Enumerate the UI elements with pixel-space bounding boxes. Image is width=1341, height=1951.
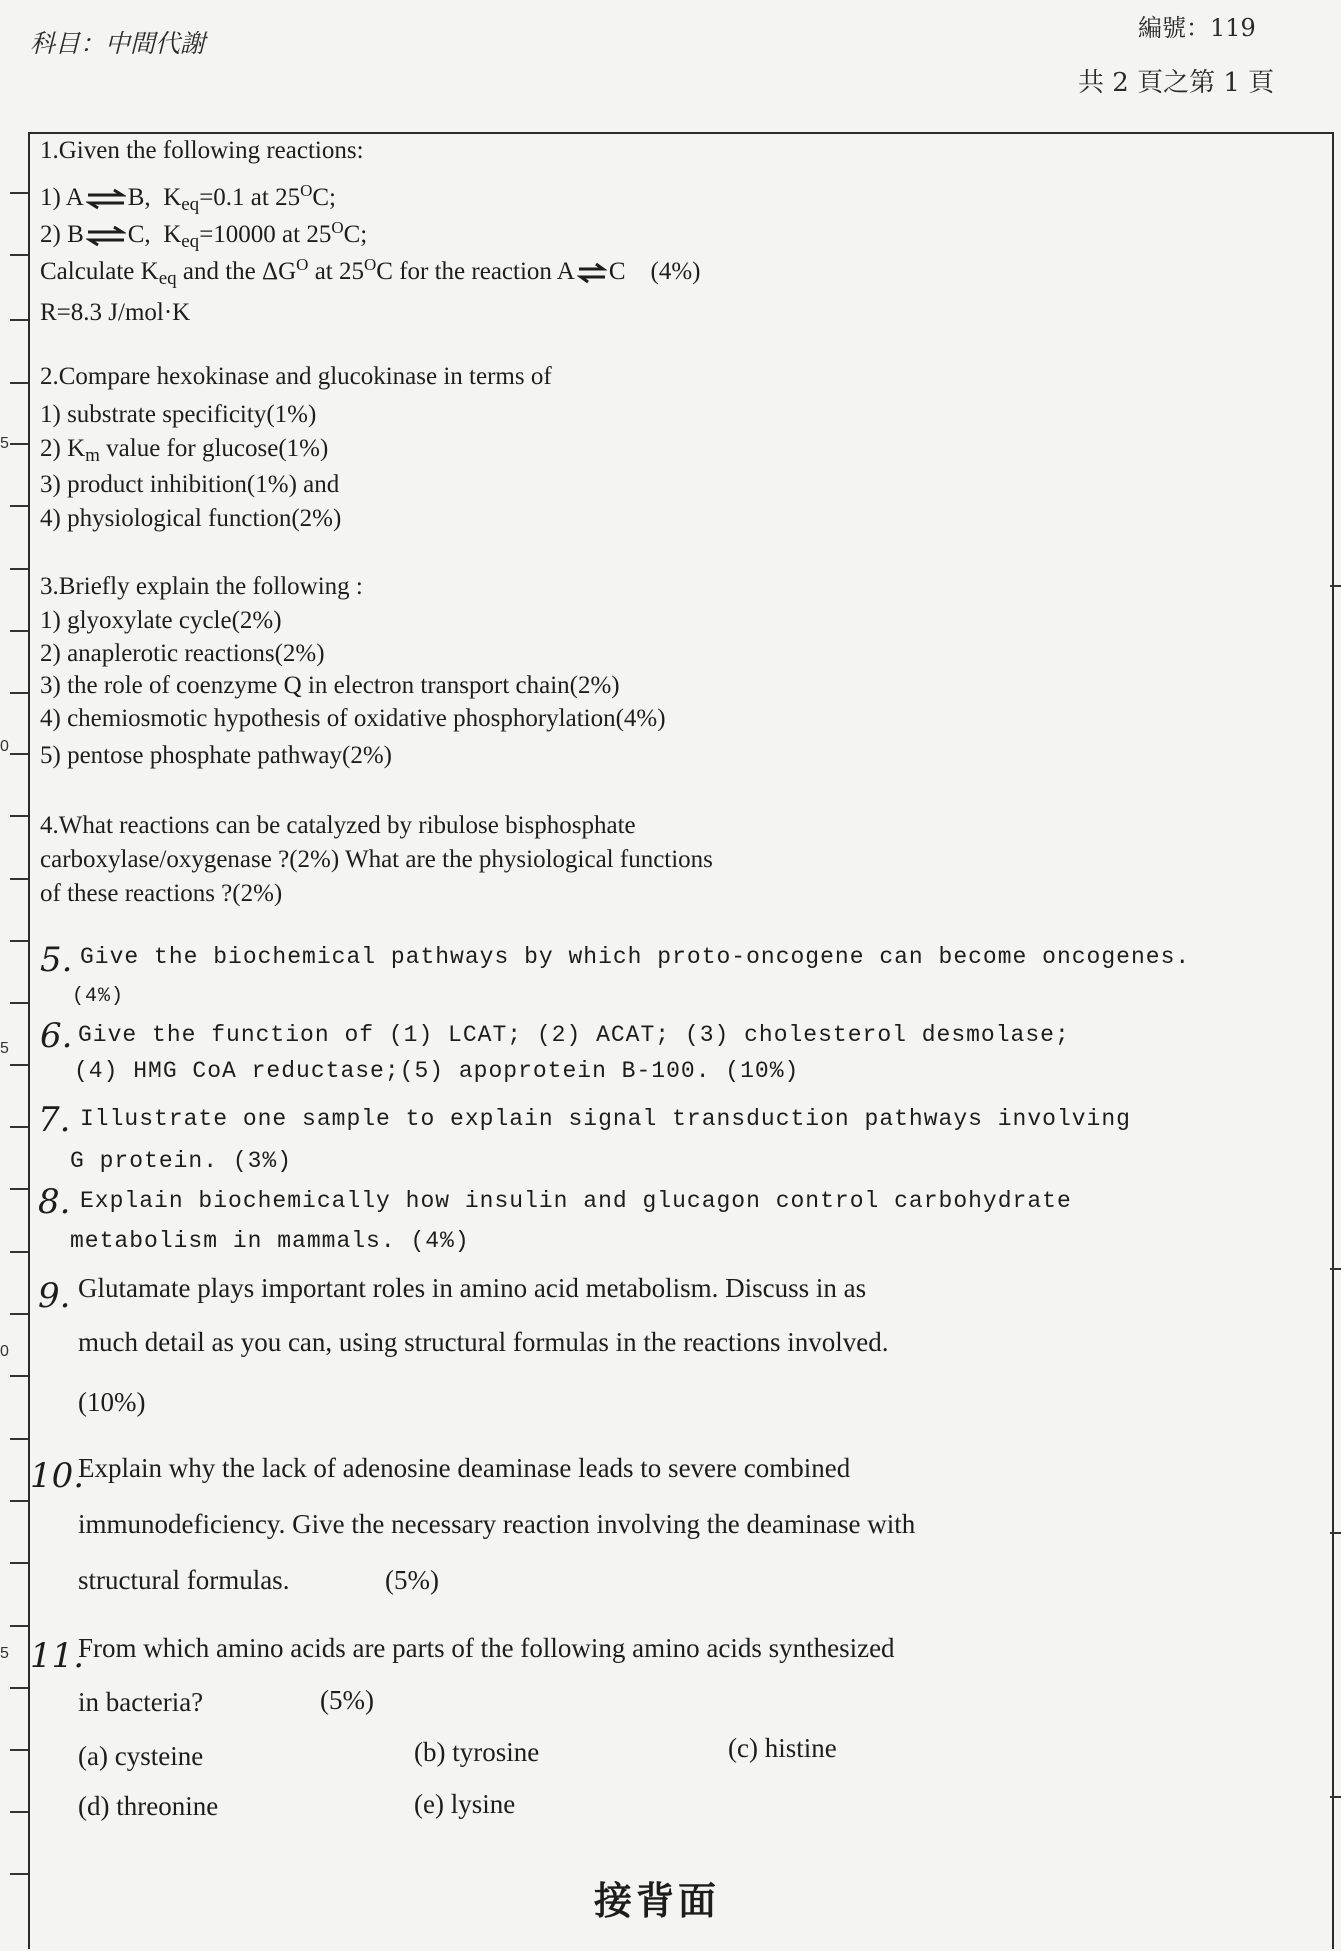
q2-item-2: 2) $K_m$ value for glucose(1%) xyxy=(40,435,329,466)
q11-option-d: (d) threonine xyxy=(78,1791,219,1821)
q4-line-3: of these reactions ?(2%) xyxy=(40,880,283,907)
q8-number: 8. xyxy=(38,1182,71,1222)
margin-number: 5 xyxy=(0,1645,9,1662)
equilibrium-arrow-icon xyxy=(86,188,126,210)
q7-line-2: G protein. (3%) xyxy=(70,1148,293,1174)
page-counter: 共 2 頁之第 1 頁 xyxy=(1078,68,1275,98)
q10-line-2: immunodeficiency. Give the necessary reaction involving the deaminase with xyxy=(78,1509,916,1539)
q2-item-1: 1) substrate specificity(1%) xyxy=(40,401,317,428)
q11-line-2: in bacteria? xyxy=(78,1687,204,1717)
q1-reaction-2: 2) B C, $K_{eq}=10000$ at $25^OC$; xyxy=(40,218,368,252)
q11-option-e: (e) lysine xyxy=(414,1789,516,1819)
margin-number: 5 xyxy=(0,435,9,452)
q6-line-1: Give the function of (1) LCAT; (2) ACAT; (3) cholesterol desmolase; xyxy=(78,1022,1070,1048)
q7-number: 7. xyxy=(38,1100,71,1140)
q10-line-3: structural formulas. xyxy=(78,1565,290,1595)
q3-item-1: 1) glyoxylate cycle(2%) xyxy=(40,607,282,634)
q1-calculate: Calculate $K_{eq}$ and the $\Delta G^O$ at $25^OC$ for the reaction A C (4%) xyxy=(40,255,701,289)
exam-code: 編號：119 xyxy=(1138,14,1256,42)
margin-number: 0 xyxy=(0,738,9,755)
q11-number: 11. xyxy=(30,1636,85,1676)
q10-line-1: Explain why the lack of adenosine deaminase leads to severe combined xyxy=(78,1453,851,1483)
q11-line-1: From which amino acids are parts of the following amino acids synthesized xyxy=(78,1633,895,1663)
equilibrium-arrow-icon xyxy=(577,262,607,284)
q1-reaction-1: 1) A B, $K_{eq}=0.1$ at $25^OC$; xyxy=(40,181,336,215)
q11-option-c: (c) histine xyxy=(728,1733,837,1763)
q1-intro: 1.Given the following reactions: xyxy=(40,137,364,164)
q11-points: (5%) xyxy=(320,1685,374,1715)
q2-item-3: 3) product inhibition(1%) and xyxy=(40,471,340,498)
q5-number: 5. xyxy=(40,940,73,980)
q8-line-1: Explain biochemically how insulin and glucagon control carbohydrate xyxy=(80,1188,1072,1214)
q9-line-2: much detail as you can, using structural formulas in the reactions involved. xyxy=(78,1327,889,1357)
q3-item-5: 5) pentose phosphate pathway(2%) xyxy=(40,742,392,769)
q2-intro: 2.Compare hexokinase and glucokinase in terms of xyxy=(40,363,552,390)
q3-item-2: 2) anaplerotic reactions(2%) xyxy=(40,640,325,667)
q7-line-1: Illustrate one sample to explain signal transduction pathways involving xyxy=(80,1106,1131,1132)
q6-line-2: (4) HMG CoA reductase;(5) apoprotein B-100. (10%) xyxy=(74,1058,800,1084)
q4-line-1: 4.What reactions can be catalyzed by ribulose bisphosphate xyxy=(40,812,636,839)
q5-line-1: Give the biochemical pathways by which proto-oncogene can become oncogenes. xyxy=(80,944,1191,970)
q2-item-4: 4) physiological function(2%) xyxy=(40,505,342,532)
q3-item-3: 3) the role of coenzyme Q in electron transport chain(2%) xyxy=(40,672,620,699)
equilibrium-arrow-icon xyxy=(86,225,126,247)
q5-line-2: (4%) xyxy=(72,985,125,1008)
q10-points: (5%) xyxy=(385,1565,439,1595)
q8-line-2: metabolism in mammals. (4%) xyxy=(70,1228,470,1254)
q9-line-3: (10%) xyxy=(78,1387,146,1417)
q11-option-b: (b) tyrosine xyxy=(414,1737,540,1767)
margin-number: 0 xyxy=(0,1343,9,1360)
q6-number: 6. xyxy=(40,1016,73,1056)
q11-option-a: (a) cysteine xyxy=(78,1741,204,1771)
margin-number: 5 xyxy=(0,1040,9,1057)
q4-line-2: carboxylase/oxygenase ?(2%) What are the physiological functions xyxy=(40,846,713,873)
q3-item-4: 4) chemiosmotic hypothesis of oxidative phosphorylation(4%) xyxy=(40,705,666,732)
continue-on-back: 接背面 xyxy=(594,1878,721,1923)
q9-number: 9. xyxy=(38,1276,71,1316)
q10-number: 10. xyxy=(30,1456,85,1496)
subject-label: 科目：中間代謝 xyxy=(30,29,206,58)
q9-line-1: Glutamate plays important roles in amino acid metabolism. Discuss in as xyxy=(78,1273,867,1303)
q3-intro: 3.Briefly explain the following : xyxy=(40,573,363,600)
q1-gas-constant: R=8.3 J/mol·K xyxy=(40,299,191,326)
